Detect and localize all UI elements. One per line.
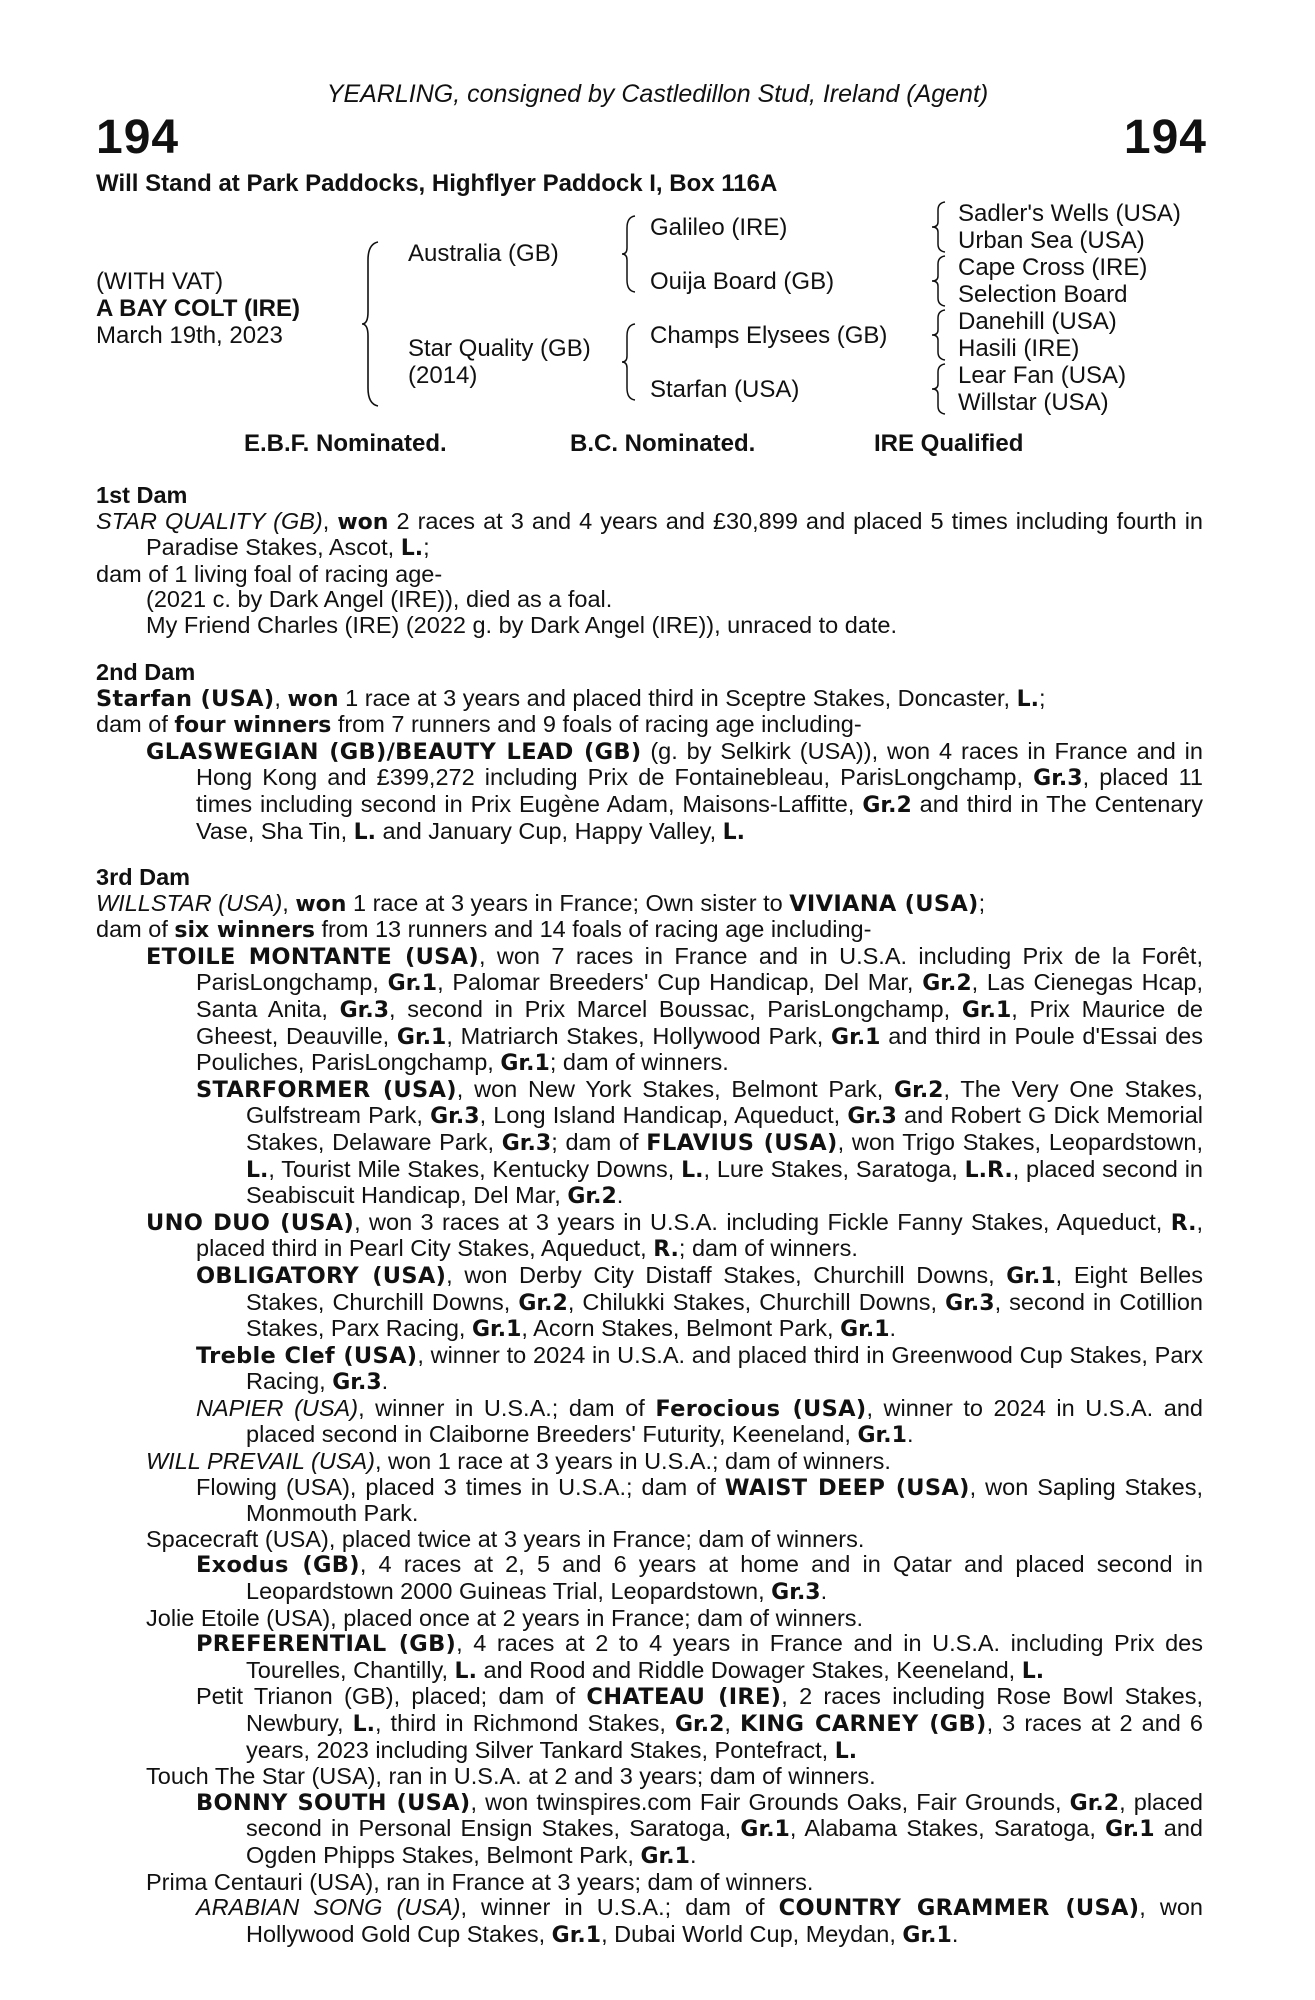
produce-flowing: Flowing (USA), placed 3 times in U.S.A.; dam of WAIST DEEP (USA), won Sapling Stakes, Monmouth Park. (196, 1473, 1203, 1527)
second-dam-heading: 2nd Dam (96, 659, 196, 685)
produce-exodus: Exodus (GB), 4 races at 2, 5 and 6 years at home and in Qatar and placed second in Leopardstown 2000 Guineas Trial, Leopardstown, Gr.3. (196, 1551, 1203, 1606)
produce-will-prevail: WILL PREVAIL (USA), won 1 race at 3 years in U.S.A.; dam of winners. (146, 1448, 891, 1475)
produce-preferential: PREFERENTIAL (GB), 4 races at 2 to 4 years in France and in U.S.A. including Prix des Tourelles, Chantilly, L. and Rood and Riddle Dowager Stakes, Keeneland, L. (196, 1630, 1203, 1684)
brace-g2 (930, 254, 950, 308)
first-dam-produce-2: My Friend Charles (IRE) (2022 g. by Dark Angel (IRE)), unraced to date. (146, 611, 898, 638)
produce-treble-clef: Treble Clef (USA), winner to 2024 in U.S.A. and placed third in Greenwood Cup Stakes, Parx Racing, Gr.3. (196, 1341, 1204, 1396)
produce-spacecraft: Spacecraft (USA), placed twice at 3 years in France; dam of winners. (146, 1525, 865, 1552)
produce-touch-the-star: Touch The Star (USA), ran in U.S.A. at 2 and 3 years; dam of winners. (146, 1763, 876, 1790)
grandsire-2: Urban Sea (USA) (958, 227, 1145, 254)
foaling-date: March 19th, 2023 (96, 322, 283, 349)
grandsire-7: Lear Fan (USA) (958, 362, 1127, 389)
lot-number-right: 194 (1123, 111, 1207, 164)
first-dam-heading: 1st Dam (96, 482, 188, 508)
dam-foaling-year: (2014) (408, 362, 478, 389)
lot-number-left: 194 (96, 111, 180, 164)
second-dam-section (96, 660, 1203, 845)
produce-napier: NAPIER (USA), winner in U.S.A.; dam of Ferocious (USA), winner to 2024 in U.S.A. and placed second in Claiborne Breeders' Futurity, Keeneland, Gr.1. (196, 1394, 1203, 1449)
produce-starformer: STARFORMER (USA), won New York Stakes, Belmont Park, Gr.2, The Very One Stakes, Gulfstream Park, Gr.3, Long Island Handicap, Aqueduct, Gr.3 and Robert G Dick Memorial Stakes, Delaware Park, Gr.3; dam of FLAVIUS (USA), won Trigo Stakes, Leopardstown, L., Tourist Mile Stakes, Kentucky Downs, L., Lure Stakes, Saratoga, L.R., placed second in Seabiscuit Handicap, Del Mar, Gr.2. (196, 1075, 1203, 1210)
produce-bonny-south: BONNY SOUTH (USA), won twinspires.com Fair Grounds Oaks, Fair Grounds, Gr.2, placed second in Personal Ensign Stakes, Saratoga, Gr.1, Alabama Stakes, Saratoga, Gr.1 and Ogden Phipps Stakes, Belmont Park, Gr.1. (196, 1788, 1204, 1869)
grandsire-4: Selection Board (958, 281, 1128, 308)
grandsire-8: Willstar (USA) (958, 389, 1109, 416)
brace-g4 (930, 362, 950, 416)
stable-location: Will Stand at Park Paddocks, Highflyer Paddock I, Box 116A (96, 170, 778, 197)
sire-dam: Ouija Board (GB) (650, 268, 835, 295)
second-dam-record: Starfan (USA), won 1 race at 3 years and placed third in Sceptre Stakes, Doncaster, L.; (96, 684, 1046, 712)
dam-name: Star Quality (GB) (408, 335, 591, 362)
produce-etoile-montante: ETOILE MONTANTE (USA), won 7 races in France and in U.S.A. including Prix de la Forêt, ParisLongchamp, Gr.1, Palomar Breeders' Cup Handicap, Del Mar, Gr.2, Las Cienegas Hcap, Santa Anita, Gr.3, second in Prix Marcel Boussac, ParisLongchamp, Gr.1, Prix Maurice de Gheest, Deauville, Gr.1, Matriarch Stakes, Hollywood Park, Gr.1 and third in Poule d'Essai des Pouliches, ParisLongchamp, Gr.1; dam of winners. (146, 942, 1204, 1077)
sire-sire: Galileo (IRE) (650, 214, 788, 241)
ire-qualified: IRE Qualified (874, 430, 1024, 457)
produce-jolie-etoile: Jolie Etoile (USA), placed once at 2 years in France; dam of winners. (146, 1604, 864, 1631)
produce-petit-trianon: Petit Trianon (GB), placed; dam of CHATEAU (IRE), 2 races including Rose Bowl Stakes, Newbury, L., third in Richmond Stakes, Gr.2, KING CARNEY (GB), 3 races at 2 and 6 years, 2023 including Silver Tankard Stakes, Pontefract, L. (196, 1683, 1203, 1764)
second-dam-produce-intro: dam of four winners from 7 runners and 9 foals of racing age including- (96, 711, 862, 739)
sire-name: Australia (GB) (408, 240, 559, 267)
first-dam-produce-intro: dam of 1 living foal of racing age- (96, 560, 443, 587)
consignment-line: YEARLING, consigned by Castledillon Stud, Ireland (Agent) (326, 80, 989, 108)
grandsire-5: Danehill (USA) (958, 308, 1117, 335)
brace-dam (620, 322, 640, 402)
grandsire-1: Sadler's Wells (USA) (958, 200, 1181, 227)
third-dam-produce-intro: dam of six winners from 13 runners and 14 foals of racing age including- (96, 916, 872, 944)
brace-g1 (930, 200, 950, 254)
third-dam-heading: 3rd Dam (96, 864, 191, 890)
second-dam-produce-glaswegian: GLASWEGIAN (GB)/BEAUTY LEAD (GB) (g. by Selkirk (USA)), won 4 races in France and in Hong Kong and £399,272 including Prix de Fontainebleau, ParisLongchamp, Gr.3, placed 11 times including second in Prix Eugène Adam, Maisons-Laffitte, Gr.2 and third in The Centenary Vase, Sha Tin, L. and January Cup, Happy Valley, L. (146, 737, 1203, 845)
grandsire-3: Cape Cross (IRE) (958, 254, 1148, 281)
first-dam-record: STAR QUALITY (GB), won 2 races at 3 and 4 years and £30,899 and placed 5 times including fourth in Paradise Stakes, Ascot, L.; (96, 507, 1203, 562)
third-dam-section (96, 865, 1203, 1948)
first-dam-section (96, 483, 1203, 639)
produce-obligatory: OBLIGATORY (USA), won Derby City Distaff Stakes, Churchill Downs, Gr.1, Eight Belles Stakes, Churchill Downs, Gr.2, Chilukki Stakes, Churchill Downs, Gr.3, second in Cotillion Stakes, Parx Racing, Gr.1, Acorn Stakes, Belmont Park, Gr.1. (196, 1261, 1204, 1343)
brace-sire (620, 214, 640, 294)
brace-g3 (930, 308, 950, 362)
produce-prima-centauri: Prima Centauri (USA), ran in France at 3 years; dam of winners. (146, 1868, 814, 1895)
horse-name: A BAY COLT (IRE) (96, 295, 301, 322)
dam-sire: Champs Elysees (GB) (650, 322, 888, 349)
brace-main (360, 240, 384, 408)
produce-arabian-song: ARABIAN SONG (USA), winner in U.S.A.; dam of COUNTRY GRAMMER (USA), won Hollywood Gold Cup Stakes, Gr.1, Dubai World Cup, Meydan, Gr.1. (196, 1894, 1203, 1948)
first-dam-produce-1: (2021 c. by Dark Angel (IRE)), died as a foal. (146, 586, 613, 613)
bc-nomination: B.C. Nominated. (570, 430, 756, 457)
grandsire-6: Hasili (IRE) (958, 335, 1080, 362)
vat-label: (WITH VAT) (96, 268, 224, 295)
third-dam-record: WILLSTAR (USA), won 1 race at 3 years in France; Own sister to VIVIANA (USA); (96, 889, 986, 917)
ebf-nomination: E.B.F. Nominated. (244, 430, 447, 457)
produce-uno-duo: UNO DUO (USA), won 3 races at 3 years in U.S.A. including Fickle Fanny Stakes, Aqueduct, R., placed third in Pearl City Stakes, Aqueduct, R.; dam of winners. (146, 1208, 1203, 1263)
dam-dam: Starfan (USA) (650, 376, 800, 403)
